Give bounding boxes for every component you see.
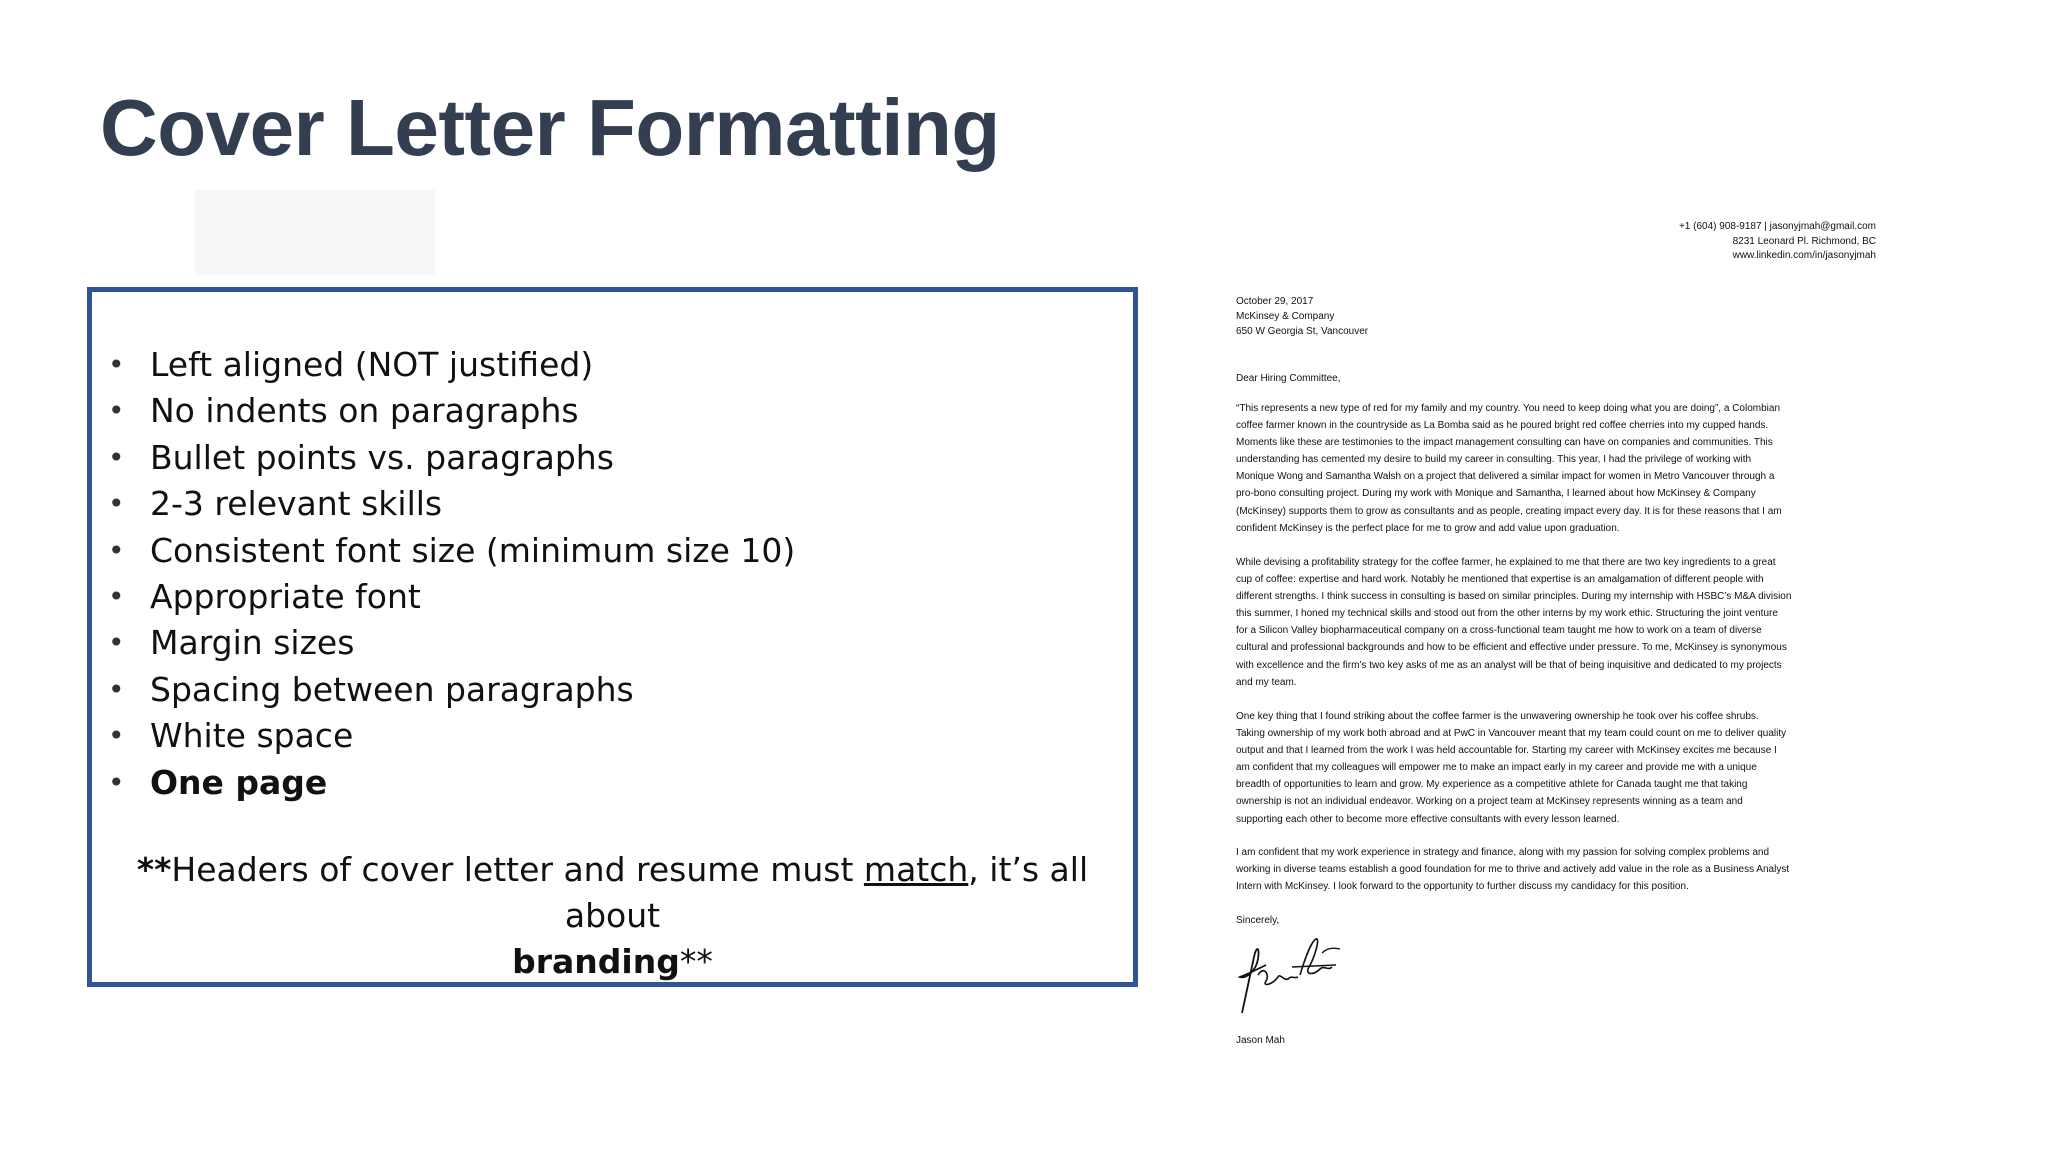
letter-line: One key thing that I found striking about the coffee farmer is the unwavering ownership he took over his coffee shrubs. [1236, 711, 1759, 722]
bullet-icon: • [108, 626, 125, 660]
letter-line: this summer, I honed my technical skills and stood out from the other interns by my work ethic. Structuring the joint venture [1236, 608, 1778, 620]
letter-line: Intern with McKinsey. I look forward to the opportunity to further discuss my candidacy for this position. [1236, 881, 1689, 893]
letter-linkedin: www.linkedin.com/in/jasonyjmah [1732, 250, 1876, 261]
faint-placeholder-block [195, 190, 435, 275]
letter-paragraph [1236, 400, 1876, 537]
tip-text: Spacing between paragraphs [150, 669, 634, 709]
letter-date-block [1236, 294, 1368, 339]
letter-salutation: Dear Hiring Committee, [1236, 373, 1341, 384]
note-branding: branding [512, 942, 680, 981]
letter-closing: Sincerely, [1236, 915, 1280, 926]
letter-paragraph [1236, 844, 1876, 895]
letter-line: Moments like these are testimonies to the impact management consulting can have on companies and communities. This [1236, 437, 1773, 449]
letter-line: ownership is not an individual endeavor. Working on a project team at McKinsey represents winning as a team and [1236, 796, 1743, 808]
branding-note [92, 847, 1133, 985]
formatting-tips-box [87, 287, 1138, 987]
signature-image [1236, 935, 1346, 1015]
note-match: match [863, 850, 969, 889]
letter-line: for a Silicon Valley biopharmaceutical company on a cross-functional team taught me how to work on a team of diverse [1236, 625, 1762, 637]
bullet-icon: • [108, 533, 125, 567]
tip-item [107, 667, 795, 713]
bullet-icon: • [108, 672, 125, 706]
tip-item [107, 760, 795, 806]
letter-signer: Jason Mah [1236, 1035, 1285, 1046]
note-stars-close: ** [679, 942, 713, 981]
tip-item [107, 481, 795, 527]
letter-paragraph [1236, 554, 1876, 691]
tip-text: One page [150, 762, 328, 802]
tip-text: Bullet points vs. paragraphs [150, 437, 614, 477]
letter-line: Taking ownership of my work both abroad and at PwC in Vancouver meant that my team could count on me to deliver quality [1236, 728, 1787, 740]
tip-item [107, 528, 795, 574]
letter-date: October 29, 2017 [1236, 296, 1314, 307]
letter-line: supporting each other to become more effective consultants with every lesson learned. [1236, 813, 1620, 825]
bullet-icon: • [108, 440, 125, 474]
tips-list [107, 342, 795, 806]
letter-recipient-address: 650 W Georgia St, Vancouver [1236, 326, 1369, 337]
letter-line: understanding has cemented my desire to build my career in consulting. This year, I had the privilege of working with [1236, 454, 1752, 466]
tip-text: 2-3 relevant skills [150, 484, 443, 524]
letter-paragraph [1236, 708, 1876, 828]
tip-text: White space [150, 716, 354, 756]
bullet-icon: • [108, 765, 125, 799]
letter-line: confident McKinsey is the perfect place for me to grow and add value upon graduation. [1236, 522, 1620, 534]
bullet-icon: • [108, 348, 125, 381]
tip-text: Consistent font size (minimum size 10) [150, 530, 796, 570]
letter-line: (McKinsey) supports them to grow as consultants and as people, creating impact every day. It is for these reasons that I am [1236, 505, 1782, 517]
letter-line: and my team. [1236, 676, 1297, 688]
letter-phone-email: +1 (604) 908-9187 | jasonyjmah@gmail.com [1678, 221, 1876, 232]
bullet-icon: • [108, 487, 125, 521]
slide-title: Cover Letter Formatting [100, 83, 1000, 172]
tip-text: Left aligned (NOT justified) [150, 345, 594, 384]
letter-line: working in diverse teams establish a good foundation for me to thrive and actively add value in the role as a Business Analyst [1236, 864, 1790, 876]
tip-text: No indents on paragraphs [150, 391, 579, 431]
tip-item [107, 435, 795, 481]
letter-line: cup of coffee: expertise and hard work. Notably he mentioned that expertise is an amalgamation of different people with [1236, 574, 1764, 586]
letter-line: breadth of opportunities to learn and grow. My experience as a competitive athlete for Canada taught me that taking [1236, 779, 1748, 791]
letter-address: 8231 Leonard Pl. Richmond, BC [1732, 235, 1876, 247]
note-text-part1: Headers of cover letter and resume must [171, 850, 864, 889]
letter-line: pro-bono consulting project. During my work with Monique and Samantha, I learned about how McKinsey & Company [1236, 488, 1756, 500]
tip-item [107, 342, 795, 388]
letter-line: output and that I learned from the work I was held accountable for. Starting my career with McKinsey excites me because I [1236, 745, 1777, 757]
letter-recipient-company: McKinsey & Company [1236, 311, 1335, 322]
note-text-part2: , it’s all about [564, 850, 1089, 935]
bullet-icon: • [108, 579, 125, 613]
note-stars-open: ** [136, 850, 172, 889]
letter-line: I am confident that my work experience in strategy and finance, along with my passion for solving complex problems and [1236, 847, 1770, 858]
tip-item [107, 574, 795, 620]
letter-line: “This represents a new type of red for my family and my country. You need to keep doing what you are doing”, a Colombian [1236, 403, 1780, 414]
letter-line: am confident that my colleagues will empower me to make an impact early in my career and provide me with a unique [1236, 762, 1757, 774]
letter-line: different strengths. I think success in consulting is based on similar principles. During my internship with HSBC’s M&A division [1236, 591, 1792, 603]
bullet-icon: • [108, 394, 125, 428]
letter-line: cultural and professional backgrounds and how to be efficient and effective under pressure. To me, McKinsey is synonymous [1236, 642, 1787, 654]
tip-text: Appropriate font [150, 576, 421, 616]
letter-line: Monique Wong and Samantha Walsh on a project that delivered a similar impact for women in Metro Vancouver through a [1236, 471, 1775, 483]
tip-text: Margin sizes [150, 623, 355, 663]
tip-item [107, 388, 795, 434]
letter-line: While devising a profitability strategy for the coffee farmer, he explained to me that there are two key ingredients to a great [1236, 557, 1776, 568]
bullet-icon: • [108, 719, 125, 753]
letter-contact-header [1679, 220, 1876, 264]
tip-item [107, 713, 795, 759]
letter-line: coffee farmer known in the countryside as La Bomba said as he poured bright red coffee cherries into my cupped hands. [1236, 420, 1769, 432]
tip-item [107, 620, 795, 666]
letter-line: with excellence and the firm’s two key asks of me as an analyst will be that of being inquisitive and dedicated to my projects [1236, 659, 1782, 671]
